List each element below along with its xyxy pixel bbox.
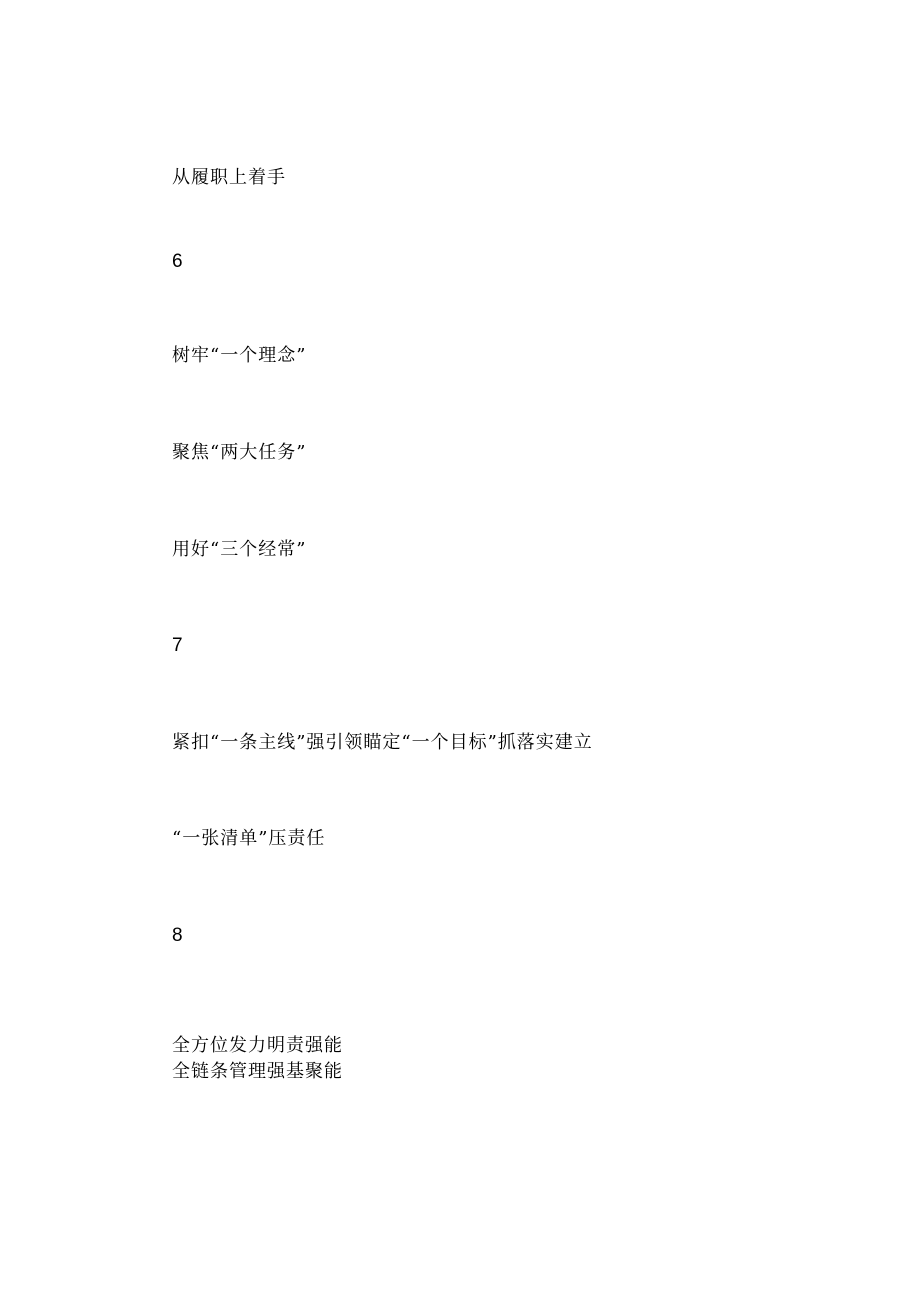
text-line-6: “一张清单”压责任 xyxy=(172,828,326,849)
text-line-8: 全链条管理强基聚能 xyxy=(172,1061,343,1082)
text-line-2: 树牢“一个理念” xyxy=(172,345,307,366)
text-line-4: 用好“三个经常” xyxy=(172,539,307,560)
text-line-1: 从履职上着手 xyxy=(172,167,286,188)
section-number-7: 7 xyxy=(172,635,183,656)
section-number-6: 6 xyxy=(172,251,183,272)
text-line-7: 全方位发力明责强能 xyxy=(172,1035,343,1056)
section-number-8: 8 xyxy=(172,925,183,946)
text-line-5: 紧扣“一条主线”强引领瞄定“一个目标”抓落实建立 xyxy=(172,732,593,753)
text-line-3: 聚焦“两大任务” xyxy=(172,442,307,463)
